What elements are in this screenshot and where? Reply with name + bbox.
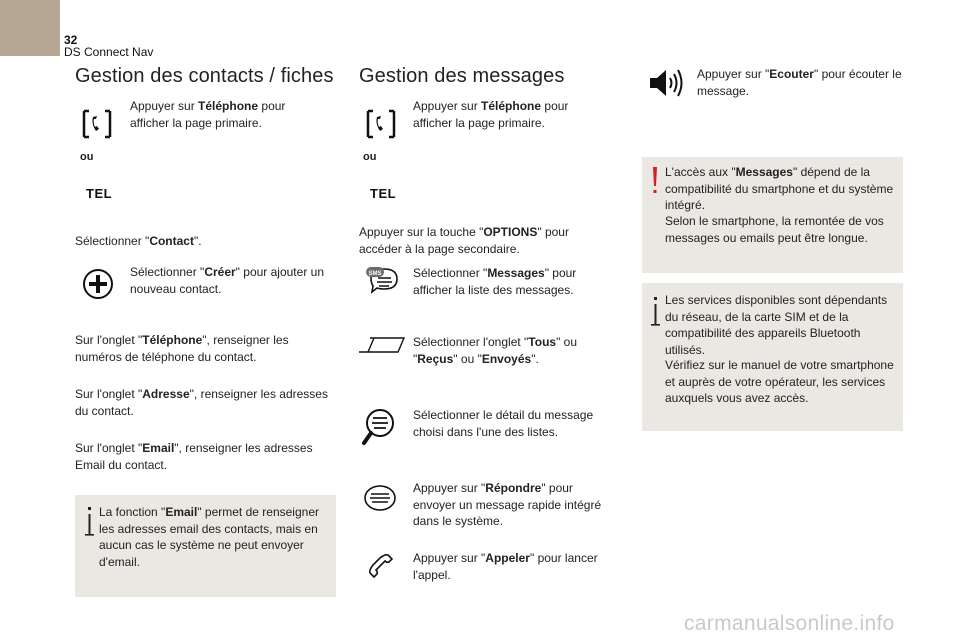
col2-press-phone-text: Appuyer sur Téléphone pour afficher la page primaire.: [413, 99, 569, 130]
phone-button-icon: [364, 107, 398, 144]
reply-text: Appuyer sur "Répondre" pour envoyer un message rapide intégré dans le système.: [413, 481, 602, 528]
speaker-icon: [648, 68, 684, 101]
tel-button-label: TEL: [370, 186, 397, 201]
corner-tab: [0, 0, 60, 56]
create-contact-text: Sélectionner "Créer" pour ajouter un nouveau contact.: [130, 265, 324, 296]
detail-text: Sélectionner le détail du message choisi dans l'une des listes.: [413, 408, 594, 439]
page-number: 32: [64, 33, 78, 47]
watermark: carmanualsonline.info: [684, 612, 895, 635]
section-title-contacts: Gestion des contacts / fiches: [75, 65, 334, 87]
message-detail-icon: [362, 407, 398, 450]
tab-address-text: Sur l'onglet "Adresse", renseigner les adresses du contact.: [75, 387, 328, 418]
sms-badge-text: SMS: [368, 271, 382, 277]
col1-press-phone-text: Appuyer sur Téléphone pour afficher la page primaire.: [130, 99, 286, 130]
options-text: Appuyer sur la touche "OPTIONS" pour accéder à la page secondaire.: [359, 225, 569, 256]
tab-email-text: Sur l'onglet "Email", renseigner les adresses Email du contact.: [75, 441, 313, 472]
tab-icon: [358, 336, 406, 359]
tab-phone-text: Sur l'onglet "Téléphone", renseigner les numéros de téléphone du contact.: [75, 333, 289, 364]
add-circle-icon: [82, 268, 114, 303]
doc-title: DS Connect Nav: [64, 45, 154, 59]
messages-text: Sélectionner "Messages" pour afficher la liste des messages.: [413, 266, 577, 297]
listen-text: Appuyer sur "Ecouter" pour écouter le message.: [697, 67, 902, 98]
sms-icon: [365, 264, 399, 301]
info-note-services: [642, 283, 903, 431]
warning-text: L'accès aux "Messages" dépend de la compatibilité du smartphone et du système intégré.: [665, 165, 894, 212]
info-icon: [650, 297, 662, 330]
or-label: ou: [80, 151, 94, 163]
tel-button-label: TEL: [86, 186, 113, 201]
phone-button-icon: [80, 107, 114, 144]
or-label: ou: [363, 151, 377, 163]
warning-note: [642, 157, 903, 273]
section-title-messages: Gestion des messages: [359, 65, 565, 87]
select-contact-text: Sélectionner "Contact".: [75, 234, 202, 248]
reply-icon: [363, 484, 397, 517]
warning-exclamation-icon: [650, 166, 660, 199]
call-text: Appuyer sur "Appeler" pour lancer l'appel.: [413, 551, 598, 582]
info-icon: [84, 507, 96, 540]
info-note-email-text: La fonction "Email" permet de renseigner les adresses email des contacts, mais en aucun cas le système ne peut envoyer d'email.: [99, 505, 319, 569]
info-note-email: [75, 495, 336, 597]
call-handset-icon: [367, 552, 395, 583]
info-services-text: Les services disponibles sont dépendants du réseau, de la carte SIM et de la compatibilité des appareils Bluetooth utilisés.: [665, 293, 888, 357]
tabs-text: Sélectionner l'onglet "Tous" ou "Reçus" ou "Envoyés".: [413, 335, 578, 366]
info-services-text-2: Vérifiez sur le manuel de votre smartphone et auprès de votre opérateur, les services auxquels vous avez accès.: [665, 358, 894, 405]
warning-text-2: Selon le smartphone, la remontée de vos messages ou emails peut être longue.: [665, 214, 884, 245]
